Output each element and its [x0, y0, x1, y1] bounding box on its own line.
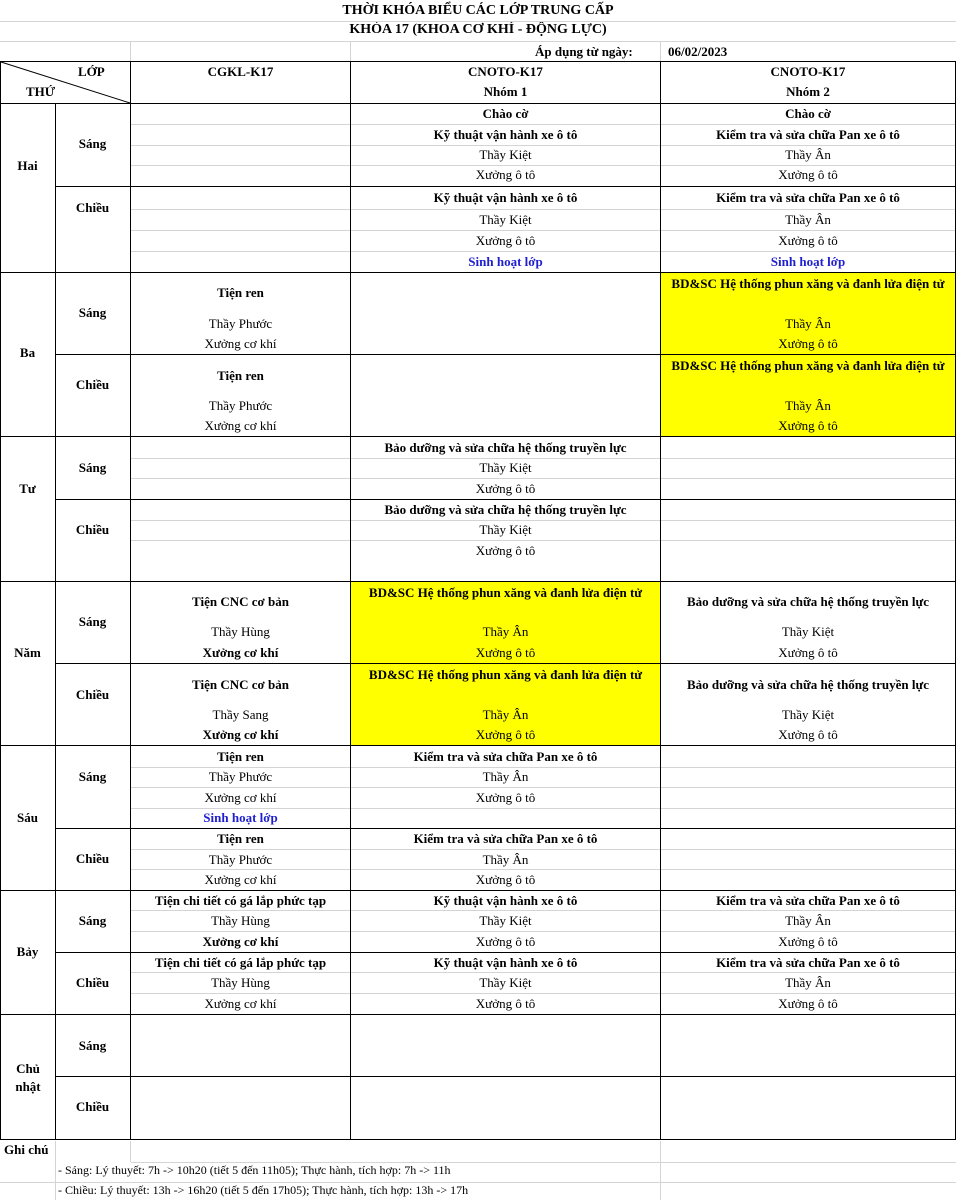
- cell-subject: Bảo dưỡng và sửa chữa hệ thống truyền lực: [686, 677, 930, 692]
- cell-subject: Tiện ren: [217, 831, 264, 846]
- cell-text: Chào cờ: [785, 106, 831, 121]
- column-header-nhom-2: Nhóm 2: [786, 84, 830, 99]
- column-header-cgkl: CGKL-K17: [207, 64, 274, 79]
- cell-teacher: Thầy Kiệt: [479, 460, 532, 475]
- cell-teacher: Thầy Phước: [208, 852, 273, 867]
- apply-date: 06/02/2023: [668, 44, 728, 59]
- cell-teacher: Thầy Hùng: [211, 913, 270, 928]
- note-morning: - Sáng: Lý thuyết: 7h -> 10h20 (tiết 5 đến 11h05); Thực hành, tích hợp: 7h -> 11h: [58, 1163, 451, 1177]
- cell-room: Xưởng ô tô: [778, 727, 838, 742]
- cell-teacher: Thầy Phước: [208, 769, 273, 784]
- cell-room: Xưởng ô tô: [778, 645, 838, 660]
- cell-room: Xưởng ô tô: [778, 336, 838, 351]
- notes-label: Ghi chú: [4, 1142, 49, 1157]
- page-subtitle: KHÓA 17 (KHOA CƠ KHÍ - ĐỘNG LỰC): [349, 22, 607, 37]
- cell-teacher: Thầy Kiệt: [479, 522, 532, 537]
- session-hai-chieu: Chiều: [75, 200, 110, 215]
- session-cn-chieu: Chiều: [75, 1099, 110, 1114]
- cell-room: Xưởng ô tô: [475, 872, 536, 887]
- cell-teacher: Thầy Ân: [482, 852, 529, 867]
- session-cn-sang: Sáng: [78, 1038, 107, 1053]
- session-ba-chieu: Chiều: [75, 377, 110, 392]
- session-ba-sang: Sáng: [78, 305, 107, 320]
- cell-room: Xưởng ô tô: [778, 167, 838, 182]
- cell-teacher: Thầy Ân: [482, 769, 529, 784]
- cell-subject: Kiểm tra và sửa chữa Pan xe ô tô: [413, 749, 598, 764]
- cell-room: Xưởng ô tô: [778, 996, 838, 1011]
- column-header-cnoto-2: CNOTO-K17: [770, 64, 846, 79]
- cell-room: Xưởng ô tô: [778, 418, 838, 433]
- column-header-cnoto-1: CNOTO-K17: [468, 64, 543, 79]
- day-hai: Hai: [17, 158, 38, 173]
- cell-subject: Bảo dưỡng và sửa chữa hệ thống truyền lực: [384, 502, 627, 517]
- day-sau: Sáu: [17, 810, 38, 825]
- cell-teacher: Thầy Ân: [785, 316, 831, 331]
- cell-subject: Kỹ thuật vận hành xe ô tô: [433, 190, 578, 205]
- corner-diagonal: [0, 61, 131, 104]
- session-bay-chieu: Chiều: [75, 975, 110, 990]
- cell-subject: Tiện ren: [217, 285, 264, 300]
- cell-subject: BD&SC Hệ thống phun xăng và đanh lửa điện tử: [671, 358, 945, 373]
- cell-teacher: Thầy Ân: [785, 913, 831, 928]
- cell-teacher: Thầy Ân: [785, 147, 831, 162]
- cell-subject: Kỹ thuật vận hành xe ô tô: [433, 893, 578, 908]
- cell-subject: Kiểm tra và sửa chữa Pan xe ô tô: [413, 831, 598, 846]
- cell-teacher: Thầy Ân: [785, 212, 831, 227]
- cell-room: Xưởng ô tô: [475, 645, 536, 660]
- cell-teacher: Thầy Kiệt: [479, 975, 532, 990]
- cell-room: Xưởng ô tô: [475, 934, 536, 949]
- cell-subject: Kiểm tra và sửa chữa Pan xe ô tô: [716, 893, 900, 908]
- day-tu: Tư: [19, 481, 36, 496]
- cell-subject: Tiện chi tiết có gá lắp phức tạp: [154, 893, 327, 908]
- cell-subject: BD&SC Hệ thống phun xăng và đanh lửa điện tử: [368, 667, 643, 682]
- cell-teacher: Thầy Kiệt: [479, 147, 532, 162]
- column-header-nhom-1: Nhóm 1: [483, 84, 528, 99]
- cell-room: Xưởng ô tô: [778, 233, 838, 248]
- cell-subject: Bảo dưỡng và sửa chữa hệ thống truyền lực: [384, 440, 627, 455]
- cell-room: Xưởng ô tô: [475, 543, 536, 558]
- cell-subject: Kiểm tra và sửa chữa Pan xe ô tô: [716, 127, 900, 142]
- day-bay: Bảy: [16, 944, 39, 959]
- cell-room: Xưởng ô tô: [475, 996, 536, 1011]
- cell-teacher: Thầy Phước: [208, 398, 273, 413]
- session-sau-sang: Sáng: [78, 769, 107, 784]
- cell-subject: Tiện CNC cơ bản: [192, 594, 289, 609]
- cell-room: Xưởng ô tô: [475, 167, 536, 182]
- cell-room: Xưởng ô tô: [778, 934, 838, 949]
- cell-room: Xưởng cơ khí: [204, 790, 277, 805]
- cell-teacher: Thầy Hùng: [211, 624, 270, 639]
- cell-teacher: Thầy Sang: [212, 707, 269, 722]
- cell-subject: Kiểm tra và sửa chữa Pan xe ô tô: [716, 955, 900, 970]
- session-hai-sang: Sáng: [78, 136, 107, 151]
- corner-lop: LỚP: [78, 64, 105, 79]
- day-ba: Ba: [19, 345, 36, 360]
- cell-subject: Tiện ren: [217, 368, 264, 383]
- session-sau-chieu: Chiều: [75, 851, 110, 866]
- day-chu-nhat: Chủ nhật: [15, 1061, 41, 1094]
- cell-room: Xưởng cơ khí: [202, 645, 279, 660]
- cell-subject: Tiện CNC cơ bản: [192, 677, 289, 692]
- apply-label: Áp dụng từ ngày:: [535, 44, 633, 59]
- corner-thu: THỨ: [26, 84, 56, 99]
- cell-teacher: Thầy Hùng: [211, 975, 270, 990]
- cell-room: Xưởng ô tô: [475, 233, 536, 248]
- cell-subject: Bảo dưỡng và sửa chữa hệ thống truyền lực: [686, 594, 930, 609]
- cell-teacher: Thầy Kiệt: [781, 707, 835, 722]
- page-title: THỜI KHÓA BIỂU CÁC LỚP TRUNG CẤP: [342, 3, 614, 18]
- cell-subject: BD&SC Hệ thống phun xăng và đanh lửa điện tử: [671, 276, 945, 291]
- cell-room: Xưởng cơ khí: [204, 996, 277, 1011]
- cell-room: Xưởng cơ khí: [204, 872, 277, 887]
- cell-teacher: Thầy Ân: [482, 624, 529, 639]
- session-nam-chieu: Chiều: [75, 687, 110, 702]
- cell-class-meeting: Sinh hoạt lớp: [203, 810, 278, 825]
- day-nam: Năm: [14, 645, 41, 660]
- cell-class-meeting: Sinh hoạt lớp: [468, 254, 543, 269]
- cell-room: Xưởng cơ khí: [202, 727, 279, 742]
- cell-subject: BD&SC Hệ thống phun xăng và đanh lửa điện tử: [368, 585, 643, 600]
- cell-teacher: Thầy Kiệt: [479, 913, 532, 928]
- cell-teacher: Thầy Phước: [208, 316, 273, 331]
- cell-room: Xưởng cơ khí: [204, 336, 277, 351]
- cell-subject: Kiểm tra và sửa chữa Pan xe ô tô: [716, 190, 900, 205]
- session-nam-sang: Sáng: [78, 614, 107, 629]
- session-bay-sang: Sáng: [78, 913, 107, 928]
- cell-text: Chào cờ: [482, 106, 529, 121]
- cell-teacher: Thầy Ân: [482, 707, 529, 722]
- cell-subject: Tiện chi tiết có gá lắp phức tạp: [154, 955, 327, 970]
- cell-teacher: Thầy Ân: [785, 975, 831, 990]
- cell-subject: Tiện ren: [217, 749, 264, 764]
- session-tu-sang: Sáng: [78, 460, 107, 475]
- cell-subject: Kỹ thuật vận hành xe ô tô: [433, 127, 578, 142]
- cell-teacher: Thầy Kiệt: [479, 212, 532, 227]
- cell-room: Xưởng ô tô: [475, 481, 536, 496]
- cell-teacher: Thầy Kiệt: [781, 624, 835, 639]
- note-afternoon: - Chiều: Lý thuyết: 13h -> 16h20 (tiết 5 đến 17h05); Thực hành, tích hợp: 13h -> 17h: [58, 1183, 469, 1197]
- cell-subject: Kỹ thuật vận hành xe ô tô: [433, 955, 578, 970]
- cell-room: Xưởng cơ khí: [202, 934, 279, 949]
- cell-class-meeting: Sinh hoạt lớp: [770, 254, 846, 269]
- cell-teacher: Thầy Ân: [785, 398, 831, 413]
- cell-room: Xưởng cơ khí: [204, 418, 277, 433]
- cell-room: Xưởng ô tô: [475, 790, 536, 805]
- session-tu-chieu: Chiều: [75, 522, 110, 537]
- cell-room: Xưởng ô tô: [475, 727, 536, 742]
